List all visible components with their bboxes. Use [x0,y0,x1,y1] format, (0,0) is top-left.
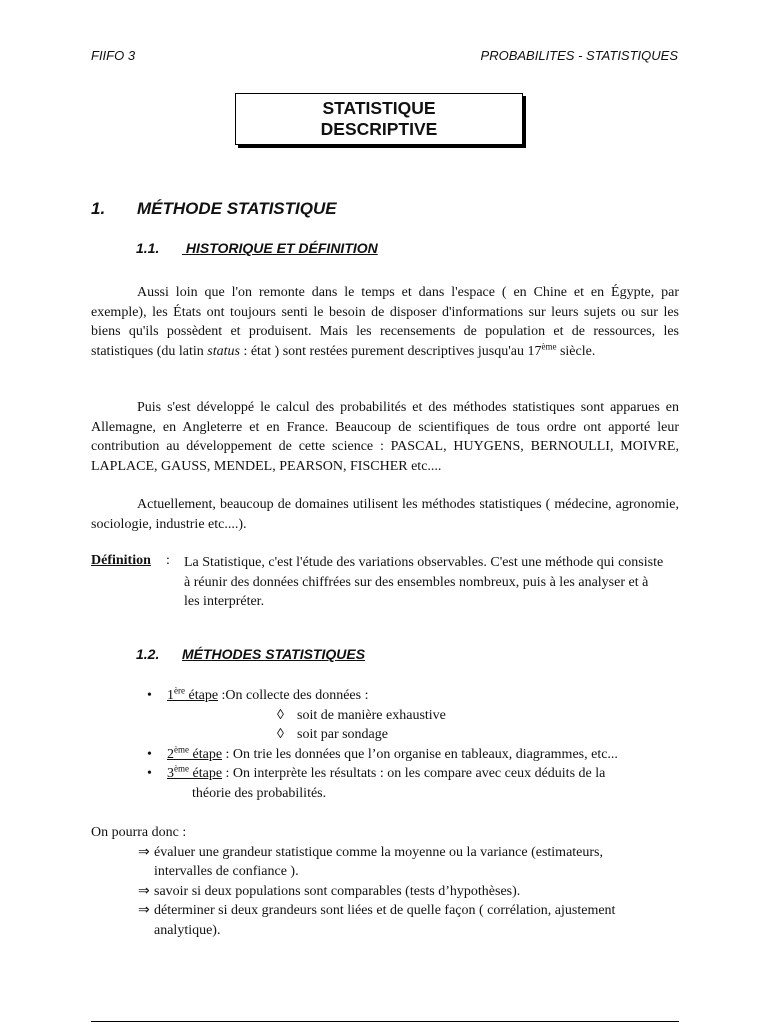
step-1-option-a [147,706,618,726]
step-3 [147,764,618,784]
p1-text-b: : état ) sont restées purement descriptives jusqu'au 17 [239,343,542,359]
step-1-text: :On collecte des données : [218,688,369,703]
paragraph-probabilities [91,398,679,476]
step-1-option-b-text: soit par sondage [297,727,388,742]
bullet-icon: • [147,766,152,781]
bullet-icon: • [147,688,152,703]
p1-sup: ème [541,340,557,351]
conclusion-item-2-text: savoir si deux populations sont comparables (tests d’hypothèses). [154,883,521,899]
conclusion-item-1 [91,843,679,882]
conclusion-item-3-line-1: déterminer si deux grandeurs sont liées et de quelle façon ( corrélation, ajustement [154,903,616,918]
definition-text: La Statistique, c'est l'étude des variations observables. C'est une méthode qui consiste à réunir des données chiffrées sur des ensembles nombreux, puis à les analyser et à les interpréter. [184,555,664,609]
bullet-icon: • [147,746,152,762]
arrow-right-icon: ⇒ [138,883,150,899]
p1-text-a: Aussi loin que l'on remonte dans le temps et dans l'espace ( en Chine et en Égypte, par exemple), les États ont toujours senti le besoin de disposer d'informations sur leurs sujets ou sur les biens qu'ils possèdent et produisent. Mais les recensements de population et de ressources, les statistiques (du latin [91,285,679,359]
steps-list [147,686,618,803]
p2-text: Puis s'est développé le calcul des probabilités et des méthodes statistiques sont apparues en Allemagne, en Angleterre et en France. Beaucoup de scientifiques de tous ordre ont apporté leur contribution au développement de cette science : PASCAL, HUYGENS, BERNOULLI, MOIVRE, LAPLACE, GAUSS, MENDEL, PEARSON, FISCHER etc.... [91,400,679,474]
diamond-icon: ◊ [277,727,284,742]
title-box [235,93,523,145]
arrow-right-icon: ⇒ [138,844,150,860]
diamond-icon: ◊ [277,707,284,723]
definition-label: Définition [91,553,151,568]
p3-text: Actuellement, beaucoup de domaines utilisent les méthodes statistiques ( médecine, agronomie, sociologie, industrie etc....). [91,497,679,532]
step-3-label: 3ème étape [167,763,223,781]
step-2 [147,745,618,765]
subsection-1-1-title: HISTORIQUE ET DÉFINITION [182,240,378,256]
step-1-label: 1ère étape [167,685,219,703]
conclusion-intro: On pourra donc : [91,825,187,840]
header-left: FIIFO 3 [91,48,136,63]
p1-italic: status [207,343,240,359]
conclusion-block [91,823,679,940]
header-right: PROBABILITES - STATISTIQUES [480,48,678,63]
definition-colon: : [166,553,170,568]
paragraph-history [91,283,679,361]
conclusion-item-1-line-1: évaluer une grandeur statistique comme la moyenne ou la variance (estimateurs, [154,844,603,860]
conclusion-item-2 [91,882,679,902]
title-line-2: DESCRIPTIVE [320,119,438,139]
subsection-1-2-title: MÉTHODES STATISTIQUES [182,646,366,662]
section-1-title: MÉTHODE STATISTIQUE [137,199,337,218]
step-2-label: 2ème étape [167,743,223,762]
step-3-continuation: théorie des probabilités. [192,785,327,801]
subsection-1-1-heading [136,240,378,256]
conclusion-item-3 [91,901,679,940]
conclusion-item-1-line-2: intervalles de confiance ). [154,864,299,879]
title-line-1: STATISTIQUE [322,98,436,118]
section-1-heading [91,199,337,219]
step-3-text: : On interprète les résultats : on les compare avec ceux déduits de la [222,766,606,781]
step-1-option-a-text: soit de manière exhaustive [297,707,446,723]
subsection-1-2-heading [136,646,365,662]
step-2-text: : On trie les données que l’on organise en tableaux, diagrammes, etc... [222,746,618,762]
paragraph-domains [91,495,679,534]
conclusion-item-3-line-2: analytique). [154,922,221,938]
subsection-1-1-number: 1.1. [136,240,160,256]
step-1 [147,686,618,706]
step-1-option-b [147,725,618,745]
subsection-1-2-number: 1.2. [136,646,160,662]
footer-rule [91,1021,679,1022]
arrow-right-icon: ⇒ [138,903,150,918]
p1-text-c: siècle. [556,343,596,359]
section-1-number: 1. [91,199,106,218]
